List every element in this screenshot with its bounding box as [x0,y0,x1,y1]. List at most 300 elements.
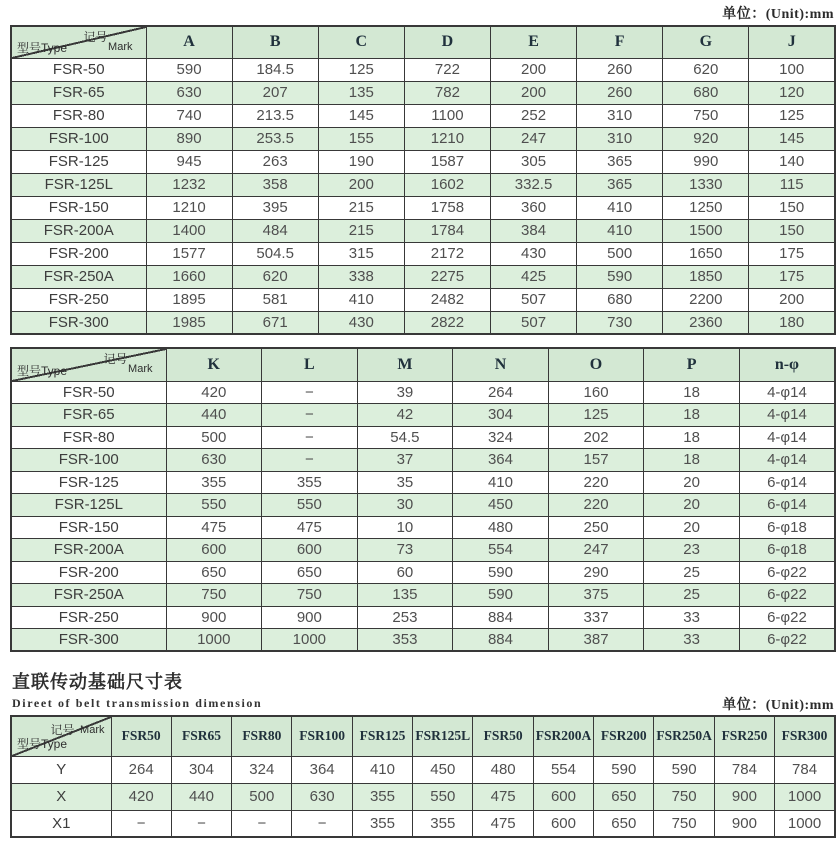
value-cell: 360 [491,196,577,219]
value-cell: 305 [491,150,577,173]
value-cell: 1000 [775,783,835,810]
value-cell: 247 [491,127,577,150]
column-header: FSR250 [714,716,774,756]
column-header: M [357,348,453,381]
value-cell: 365 [577,150,663,173]
value-cell: 1210 [404,127,490,150]
value-cell: 884 [453,629,549,652]
table-row [11,606,835,629]
value-cell: 200 [491,58,577,81]
value-cell: 33 [644,606,740,629]
value-cell: 600 [533,810,593,837]
table-row [11,561,835,584]
table-row [11,288,835,311]
value-cell: 722 [404,58,490,81]
corner-mark-sub-label: Mark [128,363,153,375]
value-cell: 324 [453,426,549,449]
value-cell: 264 [453,381,549,404]
value-cell: 680 [663,81,749,104]
value-cell: 190 [318,150,404,173]
column-header: FSR50 [473,716,533,756]
column-header: N [453,348,549,381]
model-cell: Y [11,756,111,783]
value-cell: 410 [577,196,663,219]
value-cell: 310 [577,104,663,127]
table-row [11,242,835,265]
value-cell: 42 [357,404,453,427]
value-cell: 1784 [404,219,490,242]
column-header: K [166,348,262,381]
value-cell: 338 [318,265,404,288]
value-cell: 207 [232,81,318,104]
model-cell: FSR-80 [11,104,146,127]
value-cell: 750 [262,584,358,607]
value-cell: 353 [357,629,453,652]
table-row [11,516,835,539]
value-cell: 1650 [663,242,749,265]
corner-mark-label: 记号 [83,30,108,44]
value-cell: − [262,381,358,404]
value-cell: 20 [644,494,740,517]
value-cell: 157 [548,449,644,472]
value-cell: 475 [262,516,358,539]
value-cell: 200 [491,81,577,104]
value-cell: 180 [749,311,835,334]
value-cell: 550 [166,494,262,517]
column-header: FSR80 [232,716,292,756]
value-cell: 25 [644,584,740,607]
table-row [11,426,835,449]
value-cell: 550 [413,783,473,810]
model-cell: FSR-125L [11,173,146,196]
value-cell: 60 [357,561,453,584]
table-row [11,783,835,810]
value-cell: 18 [644,404,740,427]
value-cell: 215 [318,219,404,242]
value-cell: 410 [352,756,412,783]
value-cell: 23 [644,539,740,562]
model-cell: FSR-200A [11,539,166,562]
model-cell: FSR-150 [11,516,166,539]
model-cell: FSR-50 [11,381,166,404]
value-cell: 355 [352,783,412,810]
value-cell: 73 [357,539,453,562]
value-cell: 220 [548,494,644,517]
value-cell: 410 [453,471,549,494]
value-cell: 6-φ22 [739,584,835,607]
value-cell: 410 [577,219,663,242]
value-cell: 475 [473,783,533,810]
value-cell: 364 [292,756,352,783]
value-cell: 1500 [663,219,749,242]
value-cell: 680 [577,288,663,311]
value-cell: 600 [166,539,262,562]
value-cell: 2360 [663,311,749,334]
value-cell: 920 [663,127,749,150]
value-cell: 2275 [404,265,490,288]
table-row [11,265,835,288]
value-cell: 507 [491,288,577,311]
model-cell: FSR-150 [11,196,146,219]
corner-mark-sub-label: Mark [108,41,133,53]
table-row [11,404,835,427]
value-cell: 200 [749,288,835,311]
table-row [11,756,835,783]
value-cell: 1577 [146,242,232,265]
value-cell: 253.5 [232,127,318,150]
model-cell: FSR-65 [11,404,166,427]
value-cell: 25 [644,561,740,584]
value-cell: 630 [292,783,352,810]
value-cell: 6-φ22 [739,629,835,652]
value-cell: 39 [357,381,453,404]
value-cell: 900 [166,606,262,629]
value-cell: 150 [749,196,835,219]
column-header: FSR100 [292,716,352,756]
corner-type-label: 型号Type [17,736,68,751]
value-cell: 125 [749,104,835,127]
value-cell: − [171,810,231,837]
table-row [11,173,835,196]
value-cell: 33 [644,629,740,652]
value-cell: 290 [548,561,644,584]
value-cell: 332.5 [491,173,577,196]
corner-mark-sub-label: Mark [80,724,105,736]
value-cell: 145 [749,127,835,150]
value-cell: 1232 [146,173,232,196]
column-header: A [146,26,232,58]
value-cell: 750 [663,104,749,127]
value-cell: 6-φ18 [739,516,835,539]
value-cell: 20 [644,516,740,539]
value-cell: 4-φ14 [739,404,835,427]
belt-transmission-table [10,715,836,838]
value-cell: 420 [111,783,171,810]
model-cell: FSR-65 [11,81,146,104]
value-cell: 125 [318,58,404,81]
value-cell: 220 [548,471,644,494]
column-header: FSR200 [594,716,654,756]
value-cell: 200 [318,173,404,196]
value-cell: 18 [644,381,740,404]
table-row [11,381,835,404]
value-cell: 784 [714,756,774,783]
value-cell: 125 [548,404,644,427]
value-cell: 1758 [404,196,490,219]
value-cell: 425 [491,265,577,288]
value-cell: 2172 [404,242,490,265]
value-cell: 184.5 [232,58,318,81]
value-cell: 900 [262,606,358,629]
value-cell: 884 [453,606,549,629]
value-cell: 504.5 [232,242,318,265]
value-cell: 554 [453,539,549,562]
value-cell: 18 [644,449,740,472]
model-cell: FSR-125 [11,150,146,173]
value-cell: 1100 [404,104,490,127]
value-cell: 1587 [404,150,490,173]
value-cell: 35 [357,471,453,494]
value-cell: 260 [577,81,663,104]
corner-type-label: 型号Type [17,40,68,55]
value-cell: 140 [749,150,835,173]
value-cell: 215 [318,196,404,219]
model-cell: FSR-80 [11,426,166,449]
model-cell: FSR-250 [11,606,166,629]
column-header: C [318,26,404,58]
value-cell: 620 [663,58,749,81]
value-cell: 364 [453,449,549,472]
value-cell: 20 [644,471,740,494]
table-row [11,127,835,150]
column-header: D [404,26,490,58]
column-header: E [491,26,577,58]
model-cell: FSR-300 [11,311,146,334]
value-cell: 337 [548,606,644,629]
model-cell: FSR-125 [11,471,166,494]
table-row [11,471,835,494]
value-cell: 4-φ14 [739,449,835,472]
value-cell: 1400 [146,219,232,242]
section-title-cn: 直联传动基础尺寸表 [12,672,183,692]
corner-type-label: 型号Type [17,363,68,378]
table-row [11,150,835,173]
value-cell: 1660 [146,265,232,288]
value-cell: 750 [654,783,714,810]
value-cell: 630 [146,81,232,104]
value-cell: 500 [166,426,262,449]
value-cell: 740 [146,104,232,127]
model-cell: FSR-100 [11,127,146,150]
section-title-en: Direet of belt transmission dimension [12,696,263,710]
table-row [11,104,835,127]
value-cell: 18 [644,426,740,449]
value-cell: − [262,449,358,472]
column-header: G [663,26,749,58]
value-cell: 247 [548,539,644,562]
value-cell: 10 [357,516,453,539]
value-cell: 450 [453,494,549,517]
value-cell: 784 [775,756,835,783]
value-cell: 671 [232,311,318,334]
value-cell: 175 [749,242,835,265]
value-cell: 115 [749,173,835,196]
value-cell: 484 [232,219,318,242]
value-cell: 375 [548,584,644,607]
corner-header-cell [11,26,146,58]
model-cell: X1 [11,810,111,837]
value-cell: 213.5 [232,104,318,127]
value-cell: 945 [146,150,232,173]
dimension-table-secondary [10,347,836,652]
column-header: P [644,348,740,381]
value-cell: 730 [577,311,663,334]
dimension-table-main [10,25,836,335]
value-cell: 6-φ14 [739,494,835,517]
value-cell: 355 [262,471,358,494]
value-cell: 250 [548,516,644,539]
value-cell: 6-φ22 [739,606,835,629]
model-cell: FSR-250A [11,584,166,607]
value-cell: 450 [413,756,473,783]
value-cell: 890 [146,127,232,150]
value-cell: 324 [232,756,292,783]
value-cell: 620 [232,265,318,288]
column-header: FSR250A [654,716,714,756]
table-row [11,584,835,607]
value-cell: 30 [357,494,453,517]
column-header: L [262,348,358,381]
value-cell: − [262,426,358,449]
value-cell: 135 [318,81,404,104]
value-cell: 630 [166,449,262,472]
value-cell: 507 [491,311,577,334]
value-cell: 650 [594,810,654,837]
value-cell: 315 [318,242,404,265]
value-cell: 384 [491,219,577,242]
value-cell: 782 [404,81,490,104]
value-cell: 387 [548,629,644,652]
value-cell: 650 [262,561,358,584]
value-cell: 150 [749,219,835,242]
value-cell: 54.5 [357,426,453,449]
value-cell: 263 [232,150,318,173]
value-cell: 600 [262,539,358,562]
value-cell: 260 [577,58,663,81]
corner-mark-label: 记号 [103,352,128,366]
value-cell: 550 [262,494,358,517]
table-row [11,58,835,81]
unit-label-section3: 单位：(Unit):mm [722,698,834,713]
model-cell: FSR-100 [11,449,166,472]
model-cell: FSR-125L [11,494,166,517]
column-header: FSR200A [533,716,593,756]
value-cell: 590 [594,756,654,783]
value-cell: 900 [714,783,774,810]
value-cell: 600 [533,783,593,810]
value-cell: 395 [232,196,318,219]
value-cell: 650 [594,783,654,810]
table-row [11,539,835,562]
corner-header-cell [11,716,111,756]
value-cell: 355 [413,810,473,837]
column-header: B [232,26,318,58]
value-cell: 440 [166,404,262,427]
value-cell: 590 [146,58,232,81]
table-row [11,311,835,334]
value-cell: 355 [166,471,262,494]
value-cell: 1602 [404,173,490,196]
table-row [11,810,835,837]
corner-header-cell [11,348,166,381]
value-cell: 581 [232,288,318,311]
value-cell: 1000 [166,629,262,652]
value-cell: − [232,810,292,837]
value-cell: 430 [491,242,577,265]
column-header: O [548,348,644,381]
value-cell: 1000 [775,810,835,837]
value-cell: 554 [533,756,593,783]
value-cell: 1250 [663,196,749,219]
value-cell: 430 [318,311,404,334]
value-cell: 590 [453,561,549,584]
value-cell: 2822 [404,311,490,334]
value-cell: 4-φ14 [739,381,835,404]
value-cell: 1895 [146,288,232,311]
value-cell: 420 [166,381,262,404]
value-cell: − [111,810,171,837]
value-cell: 1210 [146,196,232,219]
value-cell: 2200 [663,288,749,311]
value-cell: 6-φ18 [739,539,835,562]
model-cell: FSR-200 [11,561,166,584]
table-row [11,629,835,652]
column-header: FSR125L [413,716,473,756]
header-row [11,348,835,381]
model-cell: FSR-250A [11,265,146,288]
model-cell: X [11,783,111,810]
value-cell: 253 [357,606,453,629]
value-cell: 475 [473,810,533,837]
column-header: FSR300 [775,716,835,756]
value-cell: 1850 [663,265,749,288]
value-cell: 6-φ22 [739,561,835,584]
model-cell: FSR-200A [11,219,146,242]
value-cell: − [292,810,352,837]
table-row [11,449,835,472]
table-row [11,494,835,517]
value-cell: 440 [171,783,231,810]
value-cell: 650 [166,561,262,584]
model-cell: FSR-250 [11,288,146,311]
header-row [11,26,835,58]
value-cell: 590 [453,584,549,607]
table-row [11,196,835,219]
value-cell: 355 [352,810,412,837]
value-cell: 37 [357,449,453,472]
value-cell: 264 [111,756,171,783]
column-header: FSR125 [352,716,412,756]
value-cell: 160 [548,381,644,404]
value-cell: 145 [318,104,404,127]
column-header: F [577,26,663,58]
column-header: FSR65 [171,716,231,756]
value-cell: 365 [577,173,663,196]
value-cell: 202 [548,426,644,449]
value-cell: 1985 [146,311,232,334]
value-cell: 358 [232,173,318,196]
value-cell: 500 [577,242,663,265]
value-cell: 900 [714,810,774,837]
column-header: FSR50 [111,716,171,756]
value-cell: 120 [749,81,835,104]
value-cell: 6-φ14 [739,471,835,494]
value-cell: 590 [654,756,714,783]
value-cell: 100 [749,58,835,81]
value-cell: 135 [357,584,453,607]
value-cell: 475 [166,516,262,539]
value-cell: 2482 [404,288,490,311]
model-cell: FSR-300 [11,629,166,652]
value-cell: − [262,404,358,427]
value-cell: 480 [473,756,533,783]
value-cell: 990 [663,150,749,173]
value-cell: 304 [453,404,549,427]
value-cell: 1330 [663,173,749,196]
value-cell: 252 [491,104,577,127]
value-cell: 480 [453,516,549,539]
value-cell: 155 [318,127,404,150]
